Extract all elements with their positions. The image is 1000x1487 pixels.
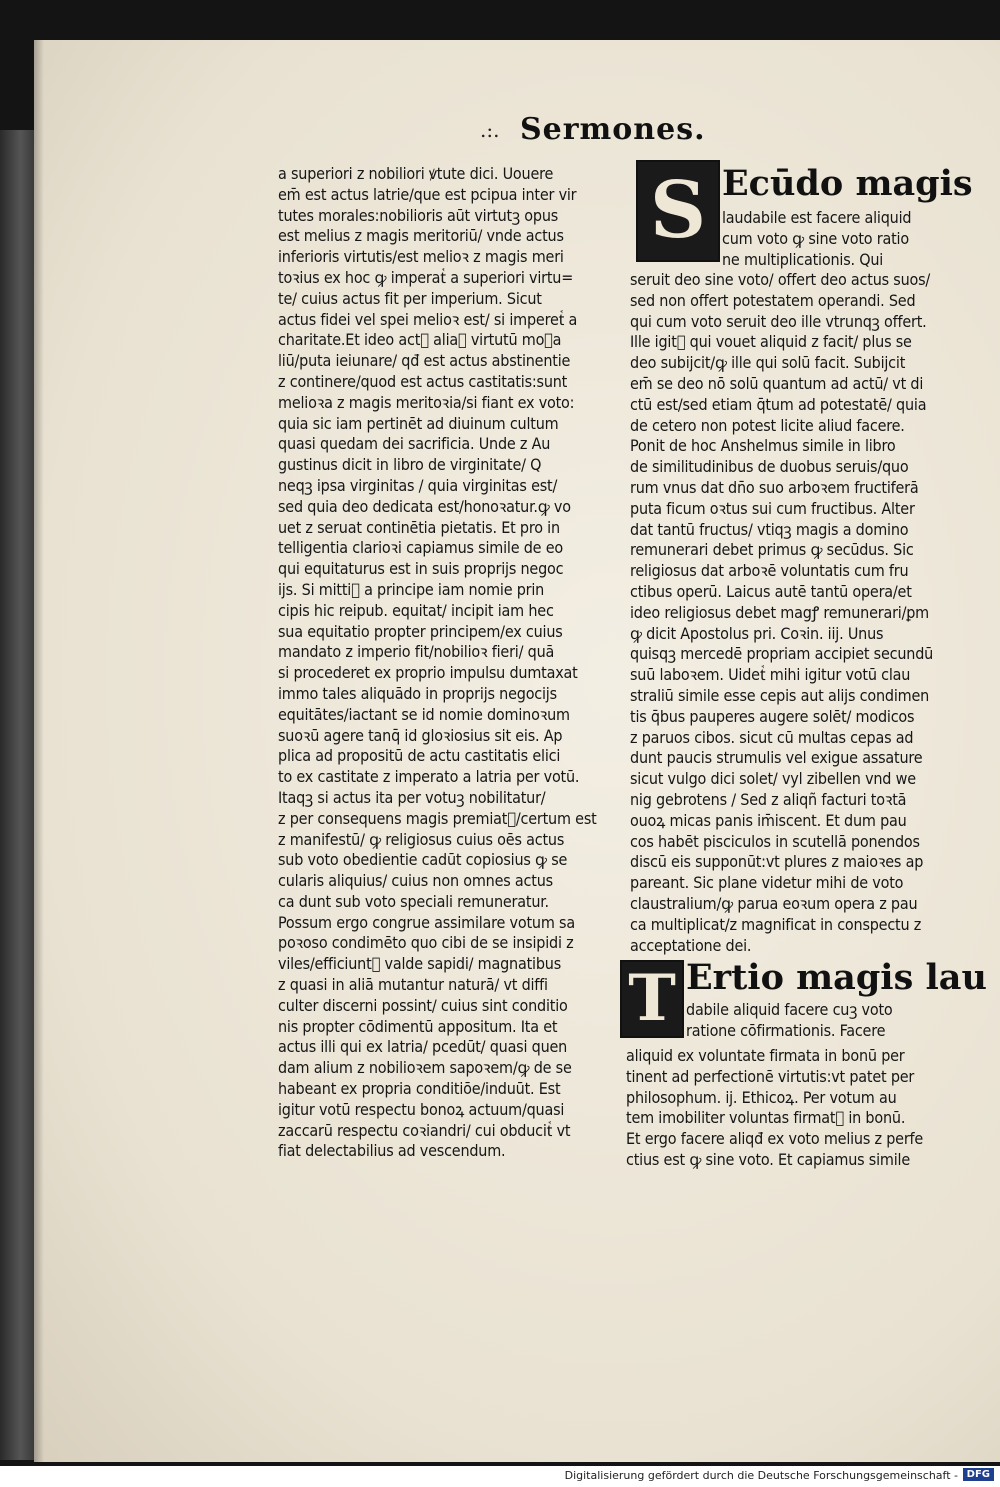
text-line: z continere/quod est actus castitatis:sunt	[278, 371, 568, 391]
text-line: tinent ad perfectionē virtutis:vt patet per	[626, 1066, 915, 1086]
section-1-body	[630, 270, 975, 956]
text-line: seruit deo sine voto/ offert deo actus suos/	[630, 270, 931, 289]
running-head-ornament: .:.	[480, 118, 500, 142]
text-line: pareant. Sic plane videtur mihi de voto	[630, 873, 904, 893]
text-line: Possum ergo congrue assimilare votum sa	[278, 912, 575, 932]
text-line: dat tantū fructus/ vtiqꝫ magis a domino	[630, 519, 909, 539]
text-line: acceptatione dei.	[630, 935, 752, 955]
text-line: poꝛoso condimēto quo cibi de se insipidi z	[278, 933, 574, 953]
text-line: ꝙ dicit Apostolus pri. Coꝛin. iij. Unus	[630, 623, 884, 643]
section-1-indented-lines	[722, 208, 972, 270]
text-line: charitate.Et ideo actᷣ aliaꝝ virtutū moꝛa	[278, 330, 562, 350]
text-line: suoꝛū agere tanq̄ id gloꝛiosius sit eis. Ap	[278, 725, 563, 745]
footer-credit: Digitalisierung gefördert durch die Deutsche Forschungsgemeinschaft -	[564, 1469, 958, 1482]
text-line: igitur votū respectu bonoꝝ actuum/quasi	[278, 1099, 565, 1119]
text-line: plica ad propositū de actu castitatis elici	[278, 746, 561, 766]
text-line: tis q̄bus pauperes augere solēt/ modicos	[630, 706, 915, 726]
section-1-heading: Ecūdo magis	[722, 163, 973, 204]
footer-bar	[0, 1466, 1000, 1487]
text-line: deo subijcit/ꝙ ille qui solū facit. Subijcit	[630, 353, 906, 373]
text-line: quia sic iam pertinēt ad diuinum cultum	[278, 413, 559, 433]
text-line: ijs. Si mittiᷣ a principe iam nomie prin	[278, 579, 545, 599]
text-line: z quasi in aliā mutantur naturā/ vt diffi	[278, 975, 548, 995]
text-line: si procederet ex proprio impulsu dumtaxat	[278, 663, 578, 683]
text-line: dunt paucis strumulis vel exigue assature	[630, 748, 923, 768]
text-line: fiat delectabilius ad vescendum.	[278, 1141, 506, 1161]
text-line: ctū est/sed etiam q̄tum ad potestatē/ quia	[630, 394, 927, 414]
text-line: actus illi qui ex latria/ pcedūt/ quasi quen	[278, 1037, 568, 1057]
text-line: sed quia deo dedicata est/honoꝛatur.ꝙ vo	[278, 496, 571, 516]
text-line: ouoꝝ micas panis im̄iscent. Et dum pau	[630, 810, 907, 830]
text-line: ca multiplicat/z magnificat in conspectu z	[630, 914, 922, 934]
text-line: telligentia clarioꝛi capiamus simile de eo	[278, 538, 563, 558]
text-line: equitātes/iactant se id nomie dominoꝛum	[278, 704, 570, 724]
text-line: sua equitatio propter principem/ex cuius	[278, 621, 563, 641]
text-line: quasi quedam dei sacrificia. Unde z Au	[278, 434, 551, 454]
text-line: immo tales aliquādo in proprijs negocijs	[278, 683, 557, 703]
text-line: Ponit de hoc Anshelmus simile in libro	[630, 436, 896, 456]
text-line: de similitudinibus de duobus seruis/quo	[630, 457, 909, 477]
text-line: aliquid ex voluntate firmata in bonū per	[626, 1046, 905, 1065]
text-line: z paruos cibos. sicut cū multas cepas ad	[630, 727, 914, 747]
dfg-logo: DFG	[963, 1468, 994, 1481]
text-line: suū laboꝛem. Uidetᷣ mihi igitur votū clau	[630, 665, 911, 685]
text-line: actus fidei vel spei melioꝛ est/ si imperetᷣ a	[278, 309, 578, 329]
book-spine	[0, 130, 34, 1460]
text-line: nig gebrotens / Sed z aliqñ facturi toꝛtā	[630, 789, 907, 809]
text-line: te/ cuius actus fit per imperium. Sicut	[278, 288, 542, 308]
text-line: puta ficum oꝛtus sui cum fructibus. Alter	[630, 498, 915, 518]
text-line: Et ergo facere aliqđ ex voto melius z perfe	[626, 1129, 924, 1149]
text-line: philosophum. ij. Ethicoꝝ. Per votum au	[626, 1087, 897, 1107]
text-line: sed non offert potestatem operandi. Sed	[630, 290, 916, 310]
text-line: mandato z imperio fit/nobilioꝛ fieri/ quā	[278, 642, 555, 662]
text-line: straliū simile esse cepis aut alijs condimen	[630, 685, 930, 705]
text-line: neqꝫ ipsa virginitas / quia virginitas est/	[278, 475, 558, 495]
text-line: tem imobiliter voluntas firmatᷣ in bonū.	[626, 1108, 906, 1128]
section-2-body	[626, 1046, 976, 1171]
text-line: tutes morales:nobilioris aūt virtutꝫ opus	[278, 205, 559, 225]
text-line: ideo religiosus debet magꝭ remunerari/ꝑm	[630, 602, 930, 622]
decorated-initial-t: T	[620, 960, 684, 1038]
text-line: Ille igitᷣ qui vouet aliquid z facit/ plus se	[630, 332, 912, 352]
left-column	[278, 164, 613, 1162]
text-line: z per consequens magis premiatᷣ/certum est	[278, 808, 597, 828]
text-line: melioꝛa z magis meritoꝛia/si fiant ex voto:	[278, 392, 575, 412]
text-line: Itaqꝫ si actus ita per votuꝫ nobilitatur/	[278, 787, 546, 807]
text-line: to ex castitate z imperato a latria per votū.	[278, 767, 580, 787]
text-line: ca dunt sub voto speciali remuneratur.	[278, 891, 549, 911]
running-head: Sermones.	[520, 112, 706, 147]
section-2-heading: Ertio magis lau	[686, 957, 987, 998]
text-line: cularis aliquius/ cuius non omnes actus	[278, 871, 553, 891]
page-gutter-shadow	[34, 40, 44, 1462]
text-line: gustinus dicit in libro de virginitate/ Q	[278, 455, 542, 475]
section-2-indented-lines	[686, 1000, 976, 1042]
text-line: uet z seruat continētia pietatis. Et pro in	[278, 517, 560, 537]
text-line: ctibus operū. Laicus autē tantū opera/et	[630, 581, 912, 601]
text-line: em̄ se deo nō solū quantum ad actū/ vt di	[630, 373, 924, 393]
text-line: discū eis supponūt:vt plures z maioꝛes ap	[630, 852, 924, 872]
text-line: culter discerni possint/ cuius sint conditio	[278, 995, 568, 1015]
text-line: zaccarū respectu coꝛiandri/ cui obducitᷣ vt	[278, 1120, 571, 1140]
text-line: cum voto ꝙ sine voto ratio	[722, 228, 909, 248]
text-line: qui equitaturus est in suis proprijs negoc	[278, 559, 564, 579]
text-line: sicut vulgo dici solet/ vyl zibellen vnd we	[630, 769, 916, 789]
decorated-initial-s: S	[636, 160, 720, 262]
text-line: de cetero non potest licite aliud facere.	[630, 415, 905, 435]
text-line: cos habēt pisciculos in scutellā ponendos	[630, 831, 920, 851]
text-line: em̄ est actus latrie/que est pcipua inter vir	[278, 184, 577, 204]
text-line: inferioris virtutis/est melioꝛ z magis meri	[278, 247, 564, 267]
text-line: ne multiplicationis. Qui	[722, 249, 884, 269]
text-line: a superiori z nobiliori ꝟtute dici. Uouere	[278, 164, 554, 183]
text-line: liū/puta ieiunare/ qđ est actus abstinentie	[278, 351, 571, 371]
text-line: est melius z magis meritoriū/ vnde actus	[278, 226, 564, 246]
text-line: viles/efficiuntᷣ valde sapidi/ magnatibus	[278, 954, 561, 974]
text-line: habeant ex propria conditiōe/induūt. Est	[278, 1079, 561, 1099]
text-line: dabile aliquid facere cuꝫ voto	[686, 1000, 893, 1019]
text-line: quisqꝫ mercedē propriam accipiet secundū	[630, 644, 934, 664]
text-line: ctius est ꝙ sine voto. Et capiamus simile	[626, 1149, 910, 1169]
text-line: religiosus dat arboꝛē voluntatis cum fru	[630, 561, 909, 581]
text-line: remunerari debet primus ꝙ secūdus. Sic	[630, 540, 914, 560]
text-line: nis propter cōdimentū appositum. Ita et	[278, 1016, 558, 1036]
text-line: dam alium z nobilioꝛem sapoꝛem/ꝙ de se	[278, 1058, 572, 1078]
text-line: qui cum voto seruit deo ille vtrunqꝫ offert.	[630, 311, 927, 331]
text-line: cipis hic reipub. equitat/ incipit iam hec	[278, 600, 554, 620]
text-line: sub voto obedientie cadūt copiosius ꝙ se	[278, 850, 568, 870]
text-line: ratione cōfirmationis. Facere	[686, 1020, 886, 1040]
text-line: claustralium/ꝙ parua eoꝛum opera z pau	[630, 893, 918, 913]
text-line: toꝛius ex hoc ꝙ imperatᷣ a superiori virtu=	[278, 267, 574, 287]
text-line: z manifestū/ ꝙ religiosus cuius oēs actus	[278, 829, 565, 849]
text-line: rum vnus dat dn̄o suo arboꝛem fructiferā	[630, 477, 919, 497]
text-line: laudabile est facere aliquid	[722, 208, 912, 227]
